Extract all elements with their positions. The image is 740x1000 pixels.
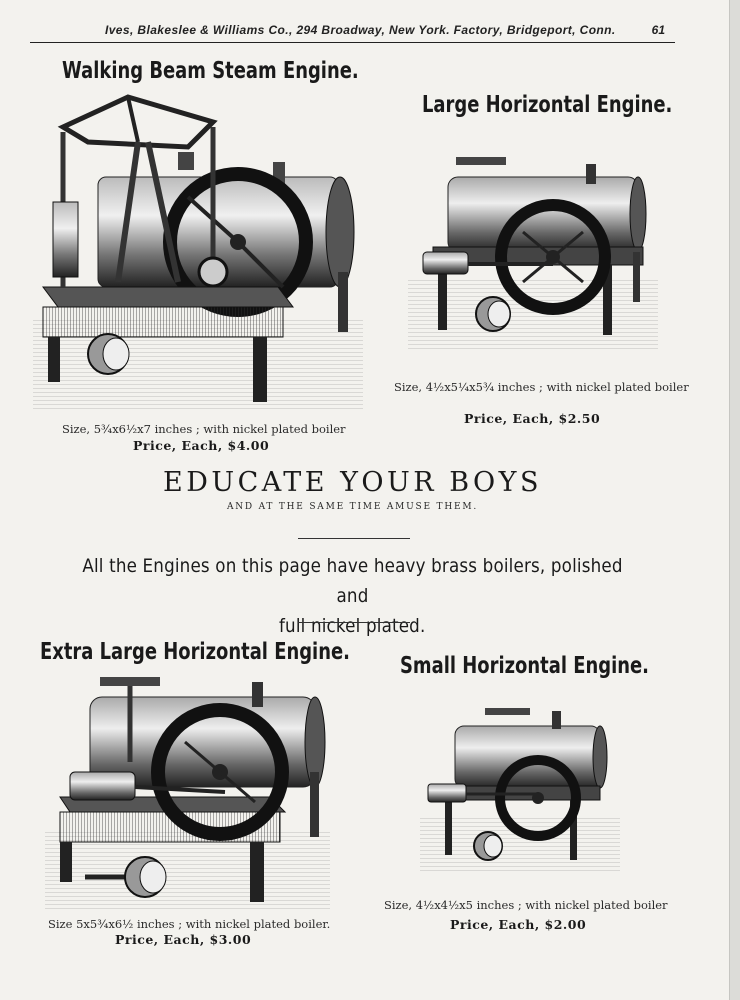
- product-size-extra-large-horizontal: Size 5x5¾x6½ inches ; with nickel plated boiler.: [48, 917, 331, 931]
- product-price-extra-large-horizontal: Price, Each, $3.00: [115, 932, 252, 947]
- product-size-large-horizontal: Size, 4½x5¼x5¾ inches ; with nickel plated boiler: [394, 380, 689, 394]
- page-edge: [729, 0, 740, 1000]
- running-header: [30, 20, 675, 43]
- product-price-large-horizontal: Price, Each, $2.50: [464, 411, 601, 426]
- subheadline: AND AT THE SAME TIME AMUSE THEM.: [226, 502, 479, 512]
- notice-line-1: All the Engines on this page have heavy brass boilers, polished and: [82, 555, 623, 607]
- walking-beam-engine-engraving: [28, 92, 368, 417]
- product-title-small-horizontal: Small Horizontal Engine.: [400, 653, 649, 679]
- page-number: 61: [651, 23, 665, 37]
- publisher-line: Ives, Blakeslee & Williams Co., 294 Broadway, New York. Factory, Bridgeport, Conn.: [105, 23, 616, 37]
- product-price-walking-beam: Price, Each, $4.00: [133, 438, 270, 453]
- product-title-large-horizontal: Large Horizontal Engine.: [422, 92, 673, 118]
- notice-line-2: full nickel plated.: [279, 615, 426, 637]
- product-title-walking-beam: Walking Beam Steam Engine.: [62, 58, 359, 84]
- headline: EDUCATE YOUR BOYS: [162, 467, 543, 498]
- divider-top: [298, 538, 410, 539]
- product-title-extra-large-horizontal: Extra Large Horizontal Engine.: [40, 639, 350, 665]
- small-horizontal-engine-engraving: [420, 706, 625, 876]
- divider-bottom: [298, 622, 410, 623]
- product-size-walking-beam: Size, 5¾x6½x7 inches ; with nickel plated boiler: [62, 422, 346, 436]
- extra-large-horizontal-engine-engraving: [45, 672, 335, 912]
- product-size-small-horizontal: Size, 4½x4½x5 inches ; with nickel plated boiler: [384, 898, 668, 912]
- large-horizontal-engine-engraving: [408, 152, 663, 352]
- notice-text: [30, 551, 675, 641]
- product-price-small-horizontal: Price, Each, $2.00: [450, 917, 587, 932]
